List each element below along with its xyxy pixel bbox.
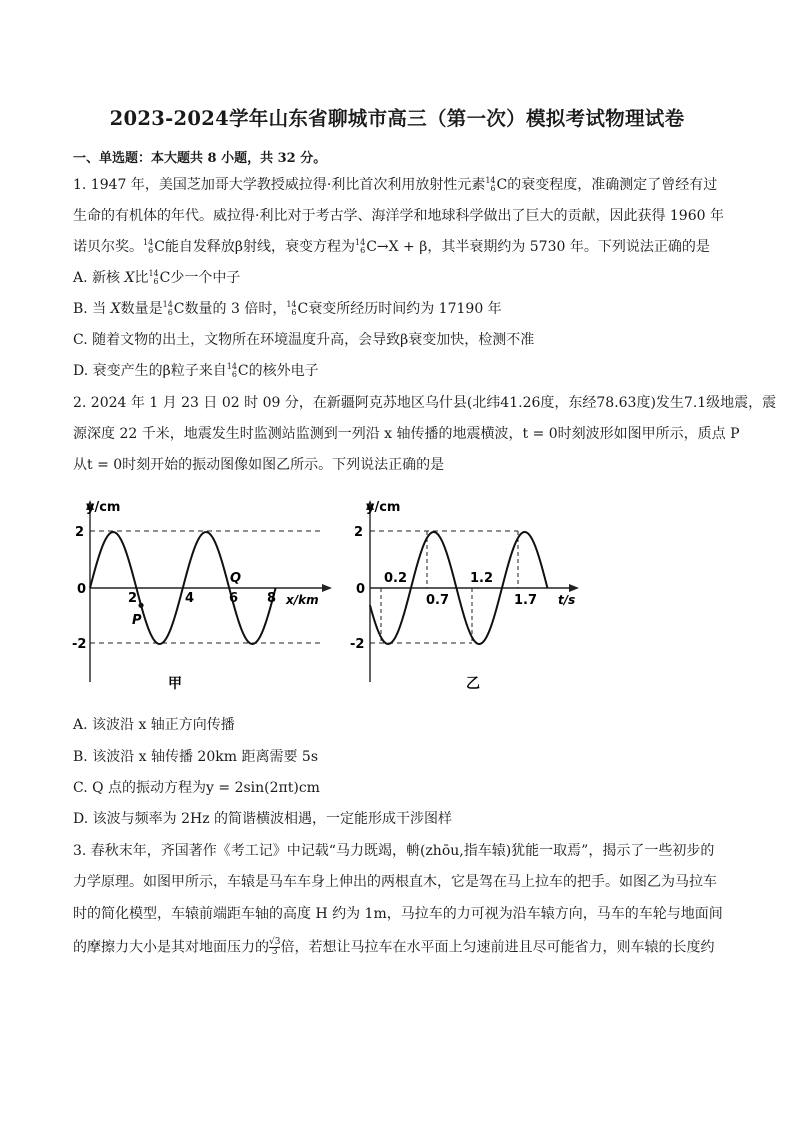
section-heading: 一、单选题：本大题共 8 小题，共 32 分。 — [73, 151, 327, 166]
nuclide-c14: 14 6 C — [485, 176, 508, 193]
point-p-label: P — [132, 613, 142, 628]
q3-line-3: 时的简化模型，车辕前端距车轴的高度 H 约为 1m，马拉车的力可视为沿车辕方向，马车的车轮与地面间 — [73, 906, 723, 922]
y-tick-0: 0 — [356, 582, 366, 597]
x-tick-4: 4 — [185, 591, 195, 606]
q1-text: 1. 1947 年，美国芝加哥大学教授威拉得·利比首次利用放射性元素 — [73, 177, 486, 193]
y-tick-neg2: -2 — [350, 637, 365, 652]
t-tick-1.7: 1.7 — [514, 593, 538, 608]
y-tick-2: 2 — [354, 525, 364, 540]
x-tick-6: 6 — [229, 591, 239, 606]
point-p-marker — [138, 603, 143, 608]
q2-option-c: C. Q 点的振动方程为y = 2sin(2πt)cm — [73, 780, 320, 796]
q2-option-a: A. 该波沿 x 轴正方向传播 — [73, 717, 235, 733]
t-tick-0.2: 0.2 — [384, 571, 408, 586]
fraction-sqrt3-over-3: $\frac{√3}{3}$ — [269, 937, 281, 957]
q1-option-c: C. 随着文物的出土，文物所在环境温度升高，会导致β衰变加快，检测不准 — [73, 332, 535, 348]
t-tick-0.7: 0.7 — [426, 593, 450, 608]
x-axis-arrow — [322, 584, 332, 592]
nuclide-c14: 14 6 C — [143, 238, 165, 255]
t-tick-1.2: 1.2 — [470, 571, 494, 586]
q1-line-3: 诺贝尔奖。 14 6 C能自发释放β射线，衰变方程为 14 6 C→X + β，其半衰期约为 5730 年。下列说法正确的是 — [73, 238, 710, 255]
figure-caption: 乙 — [466, 676, 480, 692]
t-axis-arrow — [569, 584, 579, 592]
x-tick-2: 2 — [128, 591, 138, 606]
q1-option-b: B. 当 X数量是 14 6 C数量的 3 倍时， 14 6 C衰变所经历时间约为 17190 年 — [73, 300, 502, 317]
figure-jia-wave-graph — [72, 492, 342, 692]
q3-line-1: 3. 春秋末年，齐国著作《考工记》中记载“马力既竭，輈(zhōu,指车辕)犹能一取焉”，揭示了一些初步的 — [73, 843, 715, 859]
y-tick-0: 0 — [77, 582, 87, 597]
q3-line-4: 的摩擦力大小是其对地面压力的 $\frac{√3}{3}$ 倍，若想让马拉车在水平面上匀速前进且尽可能省力，则车辕的长度约 — [73, 937, 715, 957]
y-tick-neg2: -2 — [72, 637, 87, 652]
q2-option-b: B. 该波沿 x 轴传播 20km 距离需要 5s — [73, 749, 318, 765]
q2-line-1: 2. 2024 年 1 月 23 日 02 时 09 分，在新疆阿克苏地区乌什县(北纬41.26度，东经78.63度)发生7.1级地震，震 — [73, 395, 777, 411]
figure-caption: 甲 — [168, 676, 182, 692]
y-axis-label: y/cm — [86, 500, 121, 515]
exam-title: 2023-2024学年山东省聊城市高三（第一次）模拟考试物理试卷 — [109, 107, 685, 130]
q1-option-d: D. 衰变产生的β粒子来自 14 6 C的核外电子 — [73, 362, 319, 379]
x-axis-label: x/km — [286, 593, 319, 607]
t-axis-label: t/s — [558, 593, 576, 607]
q2-line-2: 源深度 22 千米，地震发生时监测站监测到一列沿 x 轴传播的地震横波，t = 0时刻波形如图甲所示，质点 P — [73, 426, 740, 442]
q1-line-1: 1. 1947 年，美国芝加哥大学教授威拉得·利比首次利用放射性元素 14 6 C的衰变程度，准确测定了曾经有过 — [73, 176, 718, 193]
y-tick-2: 2 — [75, 525, 85, 540]
x-tick-8: 8 — [267, 591, 277, 606]
q2-line-3: 从t = 0时刻开始的振动图像如图乙所示。下列说法正确的是 — [73, 457, 445, 473]
q1-line-2: 生命的有机体的年代。威拉得·利比对于考古学、海洋学和地球科学做出了巨大的贡献，因此获得 1960 年 — [73, 208, 724, 224]
nuclide-c14: 14 6 C — [355, 238, 377, 255]
q1-option-a: A. 新核 X比 14 6 C少一个中子 — [73, 269, 241, 286]
y-axis-label: y/cm — [366, 500, 401, 515]
q2-option-d: D. 该波与频率为 2Hz 的简谐横波相遇，一定能形成干涉图样 — [73, 811, 453, 827]
figure-yi-vibration-graph — [342, 492, 592, 692]
q3-line-2: 力学原理。如图甲所示，车辕是马车车身上伸出的两根直木，它是驾在马上拉车的把手。如图乙为马拉车 — [73, 874, 717, 890]
point-q-label: Q — [230, 571, 242, 586]
